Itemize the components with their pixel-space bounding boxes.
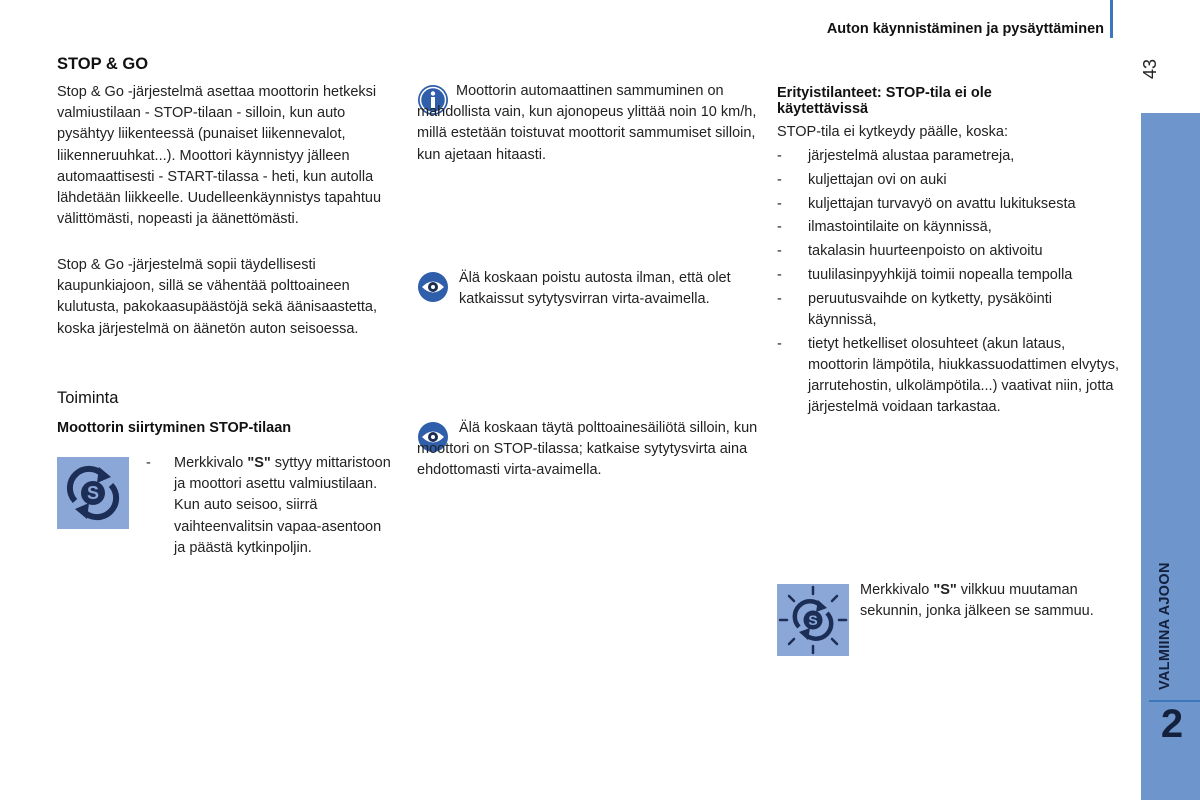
svg-text:S: S <box>808 612 818 628</box>
list-item <box>777 217 1122 238</box>
list-item <box>777 334 1122 419</box>
list-dash: - <box>777 219 782 236</box>
chapter-number: 2 <box>1160 702 1184 746</box>
stop-indicator-icon <box>57 457 129 529</box>
section-title-toiminta: Toiminta <box>57 389 119 407</box>
list-item <box>777 241 1122 262</box>
list-item-text: kuljettajan turvavyö on avattu lukituksesta <box>808 195 1076 212</box>
special-cases-intro: STOP-tila ei kytkeydy päälle, koska: <box>777 124 1009 140</box>
list-item-text: järjestelmä alustaa parametreja, <box>808 148 1015 164</box>
chapter-label <box>1148 530 1182 690</box>
list-dash: - <box>777 243 782 260</box>
list-dash: - <box>777 195 782 212</box>
list-item <box>777 146 1122 167</box>
list-item <box>777 289 1122 331</box>
warning-icon-1 <box>417 271 449 308</box>
chapter-side-tab <box>1141 113 1200 800</box>
list-item <box>777 194 1122 215</box>
special-cases-list <box>777 146 1122 421</box>
blinking-stop-indicator-icon <box>777 584 849 656</box>
svg-text:S: S <box>86 483 100 503</box>
benefits-paragraph: Stop & Go -järjestelmä sopii täydellisesti kaupunkiajoon, sillä se vähentää polttoaineen kulutusta, pakokaasupäästöjä sekä äänisaastetta, koska järjestelmä on äänetön auton seisoessa. <box>57 257 378 337</box>
running-header: Auton käynnistäminen ja pysäyttäminen <box>826 21 1104 37</box>
subsection-title-stop-mode: Moottorin siirtyminen STOP-tilaan <box>57 420 292 436</box>
blink-note-bold: "S" <box>933 582 957 598</box>
stop-item-text-bold: "S" <box>247 455 271 471</box>
list-dash: - <box>777 290 782 307</box>
stop-item-dash: - <box>146 455 151 471</box>
stop-s-icon <box>57 457 129 529</box>
stop-item-text-after: syttyy mittaristoon ja moottori asettu valmiustilaan. Kun auto seisoo, siirrä vaihteenvalitsin vapaa-asentoon ja päästä kytkinpoljin. <box>174 455 391 556</box>
info-note: Moottorin automaattinen sammuminen on mahdollista vain, kun ajonopeus ylittää noin 10 km/h, millä estetään toistuvat moottorit sammumiset silloin, kun ajetaan hitaasti. <box>417 83 757 163</box>
chapter-label-text: VALMIINA AJOON <box>1157 562 1173 690</box>
warning-note-1: Älä koskaan poistu autosta ilman, että olet katkaissut sytytysvirran virta-avaimella. <box>459 270 731 308</box>
list-dash: - <box>777 148 782 164</box>
special-cases-title: Erityistilanteet: STOP-tila ei ole käytettävissä <box>777 85 992 117</box>
list-item-text: kuljettajan ovi on auki <box>808 171 947 188</box>
warning-note-2: Älä koskaan täytä polttoainesäiliötä silloin, kun moottori on STOP-tilassa; katkaise sytytysvirta aina ehdottomasti virta-avaimella. <box>417 420 758 479</box>
list-item-text: tietyt hetkelliset olosuhteet (akun lataus, moottorin lämpötila, hiukkassuodattimen elvytys, jarrutehostin, ulkolämpötila...) vaativat niin, jotta järjestelmä voidaan tarkastaa. <box>808 335 1120 416</box>
list-dash: - <box>777 171 782 188</box>
blink-note-before: Merkkivalo <box>860 582 934 598</box>
stop-item-text-before: Merkkivalo <box>174 455 248 471</box>
list-item-text: tuulilasinpyyhkijä toimii nopealla tempolla <box>808 266 1073 283</box>
intro-paragraph: Stop & Go -järjestelmä asettaa moottorin hetkeksi valmiustilaan - STOP-tilaan - silloin, kun auto pysähtyy liikenteessä (punaiset liikennevalot, liikenneruuhkat...). Moottori käynnistyy jälleen automaattisesti - START-tilassa - heti, kun autolla lähdetään liikkeelle. Uudelleenkäynnistys tapahtuu välittömästi, nopeasti ja äänettömästi. <box>57 84 382 228</box>
eye-icon <box>417 271 449 303</box>
section-title-stop-go: STOP & GO <box>57 55 149 73</box>
list-item-text: peruutusvaihde on kytketty, pysäköinti käynnissä, <box>808 290 1052 328</box>
stop-s-blink-icon <box>777 584 849 656</box>
blink-note <box>860 580 1130 622</box>
list-dash: - <box>777 335 782 352</box>
list-item-text: takalasin huurteenpoisto on aktivoitu <box>808 243 1043 260</box>
blink-note-after: vilkkuu muutaman sekunnin, jonka jälkeen se sammuu. <box>860 582 1094 620</box>
list-item <box>777 265 1122 286</box>
header-accent-bar <box>1110 0 1113 38</box>
list-item <box>777 170 1122 191</box>
list-item-text: ilmastointilaite on käynnissä, <box>808 219 992 236</box>
stop-item-text <box>174 453 396 559</box>
page-number: 43 <box>1140 58 1160 80</box>
stop-mode-item <box>146 453 396 559</box>
list-dash: - <box>777 266 782 283</box>
